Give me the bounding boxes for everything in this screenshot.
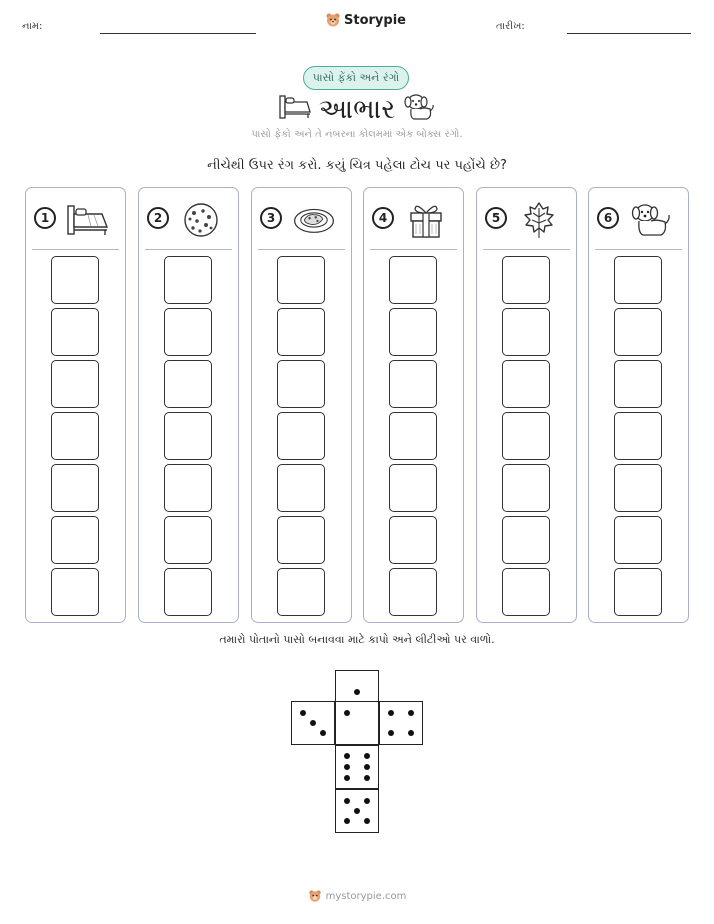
- pip: [344, 753, 350, 759]
- color-box[interactable]: [502, 256, 550, 304]
- column-divider: [595, 249, 682, 250]
- color-box[interactable]: [51, 412, 99, 460]
- column-number: 3: [260, 207, 282, 229]
- pip: [364, 775, 370, 781]
- color-box[interactable]: [277, 360, 325, 408]
- bear-icon: [325, 12, 341, 28]
- pip: [408, 730, 414, 736]
- color-box[interactable]: [164, 412, 212, 460]
- column-number: 4: [372, 207, 394, 229]
- color-box[interactable]: [277, 464, 325, 512]
- color-box[interactable]: [502, 516, 550, 564]
- column-divider: [145, 249, 232, 250]
- color-box[interactable]: [51, 360, 99, 408]
- color-box[interactable]: [164, 516, 212, 564]
- pip: [344, 710, 350, 716]
- die-face-5[interactable]: [335, 789, 379, 833]
- pip: [388, 730, 394, 736]
- die-face-1[interactable]: [335, 701, 379, 745]
- brand-name: Storypie: [344, 12, 406, 28]
- color-box[interactable]: [502, 464, 550, 512]
- color-box[interactable]: [502, 568, 550, 616]
- pip: [364, 818, 370, 824]
- column-number: 6: [597, 207, 619, 229]
- pip: [344, 775, 350, 781]
- color-box[interactable]: [277, 516, 325, 564]
- puppy-icon: [402, 92, 436, 122]
- color-box[interactable]: [164, 568, 212, 616]
- pip: [354, 689, 360, 695]
- pip: [344, 764, 350, 770]
- name-label: નામ:: [22, 21, 43, 32]
- pip: [388, 710, 394, 716]
- color-box[interactable]: [389, 256, 437, 304]
- color-box[interactable]: [502, 412, 550, 460]
- color-box[interactable]: [277, 256, 325, 304]
- pip: [320, 730, 326, 736]
- pip: [408, 710, 414, 716]
- pip: [310, 720, 316, 726]
- pip: [344, 798, 350, 804]
- plate-food-icon: [292, 200, 336, 240]
- color-box[interactable]: [614, 568, 662, 616]
- column-number: 5: [485, 207, 507, 229]
- column-2: [138, 187, 239, 623]
- gift-icon: [404, 200, 448, 240]
- color-box[interactable]: [614, 412, 662, 460]
- color-box[interactable]: [51, 308, 99, 356]
- brand-logo: [325, 12, 406, 28]
- color-box[interactable]: [389, 516, 437, 564]
- color-box[interactable]: [614, 464, 662, 512]
- column-3: [251, 187, 352, 623]
- question-text: નીચેથી ઉપર રંગ કરો. કયું ચિત્ર પહેલા ટોચ પર પહોંચે છે?: [207, 158, 507, 173]
- pip: [354, 808, 360, 814]
- pip: [364, 764, 370, 770]
- color-box[interactable]: [277, 308, 325, 356]
- footer: [0, 889, 714, 903]
- color-box[interactable]: [614, 256, 662, 304]
- pip: [364, 798, 370, 804]
- color-box[interactable]: [614, 308, 662, 356]
- column-divider: [32, 249, 119, 250]
- column-divider: [370, 249, 457, 250]
- column-5: [476, 187, 577, 623]
- color-box[interactable]: [389, 464, 437, 512]
- color-box[interactable]: [164, 308, 212, 356]
- activity-tag: પાસો ફેંકો અને રંગો: [303, 66, 409, 90]
- color-box[interactable]: [614, 360, 662, 408]
- date-line[interactable]: [567, 33, 691, 34]
- bed-icon: [66, 200, 110, 240]
- color-box[interactable]: [614, 516, 662, 564]
- die-face-4[interactable]: [379, 701, 423, 745]
- name-line[interactable]: [100, 33, 256, 34]
- column-divider: [483, 249, 570, 250]
- color-box[interactable]: [389, 308, 437, 356]
- page-title: આભાર: [318, 94, 396, 125]
- color-box[interactable]: [164, 464, 212, 512]
- color-box[interactable]: [51, 568, 99, 616]
- pip: [300, 710, 306, 716]
- pip: [364, 753, 370, 759]
- cut-fold-instruction: તમારો પોતાનો પાસો બનાવવા માટે કાપો અને લીટીઓ પર વાળો.: [219, 633, 495, 646]
- cookie-icon: [179, 200, 223, 240]
- color-box[interactable]: [277, 568, 325, 616]
- footer-url[interactable]: mystorypie.com: [325, 890, 407, 902]
- color-box[interactable]: [164, 256, 212, 304]
- column-1: [25, 187, 126, 623]
- color-box[interactable]: [502, 360, 550, 408]
- die-face-3[interactable]: [291, 701, 335, 745]
- color-box[interactable]: [277, 412, 325, 460]
- pip: [344, 818, 350, 824]
- column-divider: [258, 249, 345, 250]
- color-box[interactable]: [164, 360, 212, 408]
- column-number: 2: [147, 207, 169, 229]
- column-number: 1: [34, 207, 56, 229]
- color-box[interactable]: [51, 464, 99, 512]
- leaf-icon: [517, 200, 561, 240]
- color-box[interactable]: [389, 360, 437, 408]
- color-box[interactable]: [502, 308, 550, 356]
- die-face-6[interactable]: [335, 745, 379, 789]
- color-box[interactable]: [389, 412, 437, 460]
- bear-icon: [308, 889, 322, 903]
- puppy-icon: [629, 200, 673, 240]
- color-box[interactable]: [51, 256, 99, 304]
- column-4: [363, 187, 464, 623]
- subtitle: પાસો ફેંકો અને તે નંબરના કોલમમાં એક બોક્સ રંગો.: [251, 129, 463, 140]
- column-6: [588, 187, 689, 623]
- color-box[interactable]: [389, 568, 437, 616]
- color-box[interactable]: [51, 516, 99, 564]
- date-label: તારીખ:: [496, 21, 525, 32]
